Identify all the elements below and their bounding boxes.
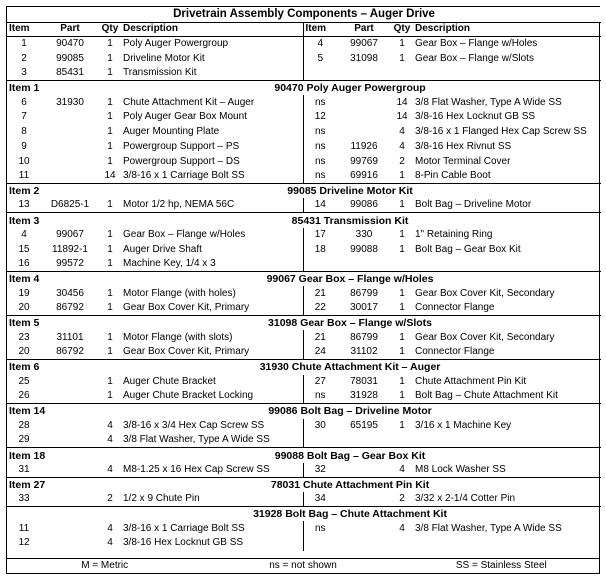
left-description-cell: Motor Flange (with slots) [121, 330, 303, 345]
right-part-cell [337, 125, 391, 140]
table-row [7, 242, 601, 257]
left-item-cell: 11 [18, 522, 30, 534]
header-qty: Qty [99, 22, 121, 37]
left-qty-cell: 1 [107, 199, 113, 211]
right-item-cell: 24 [314, 346, 326, 358]
right-item-cell [303, 257, 337, 272]
right-qty-cell: 1 [399, 419, 405, 431]
right-description-cell: 3/8-16 x 1 Flanged Hex Cap Screw SS [415, 126, 587, 138]
table-row [7, 140, 601, 155]
right-part-cell [337, 463, 391, 478]
right-description-cell: 3/8-16 Hex Locknut GB SS [415, 111, 536, 123]
left-item-cell: 9 [21, 140, 27, 152]
right-item-cell: 12 [314, 111, 326, 123]
table-row [7, 169, 601, 184]
section-item-ref: Item 27 [7, 477, 99, 492]
right-item-cell: ns [314, 390, 326, 402]
section-header-row [7, 272, 601, 287]
right-description-cell: Chute Attachment Pin Kit [415, 375, 527, 387]
right-part-cell: 99088 [350, 243, 378, 255]
left-part-cell: 31930 [56, 96, 84, 108]
left-item-cell: 26 [18, 390, 30, 402]
right-description-cell: Motor Terminal Cover [415, 155, 511, 167]
left-item-cell: 28 [18, 419, 30, 431]
section-item-ref: Item 5 [7, 316, 99, 331]
left-qty-cell: 1 [107, 52, 113, 64]
table-row [7, 257, 601, 272]
section-title: 31930 Chute Attachment Kit – Auger [99, 360, 601, 375]
table-row [7, 110, 601, 125]
right-qty-cell: 1 [399, 287, 405, 299]
left-item-cell: 4 [21, 228, 27, 240]
right-part-cell [337, 492, 391, 507]
right-qty-cell: 4 [399, 522, 405, 534]
left-part-cell [41, 154, 99, 169]
right-qty-cell: 1 [399, 199, 405, 211]
left-qty-cell: 1 [107, 67, 113, 79]
right-item-cell: 4 [317, 38, 324, 50]
left-qty-cell: 2 [107, 493, 113, 505]
left-qty-cell: 1 [107, 258, 113, 270]
right-description-cell: Connector Flange [415, 302, 495, 314]
right-part-cell: 99086 [350, 199, 378, 211]
left-description-cell: Transmission Kit [121, 66, 303, 81]
left-part-cell: 11892-1 [52, 243, 88, 255]
right-description-cell [413, 66, 601, 81]
right-qty-cell: 1 [399, 390, 405, 402]
section-item-ref: Item 3 [7, 213, 99, 228]
section-item-ref: Item 1 [7, 81, 99, 96]
section-header-row [7, 213, 601, 228]
right-description-cell: Gear Box – Flange w/Holes [415, 38, 538, 50]
right-qty-cell: 1 [399, 375, 405, 387]
right-description-cell: Gear Box Cover Kit, Secondary [415, 287, 555, 299]
header-item: Item [7, 22, 41, 37]
section-header-row [7, 184, 601, 199]
table-row [7, 228, 601, 243]
left-item-cell: 8 [21, 126, 27, 138]
right-part-cell: 31098 [350, 52, 378, 64]
left-description-cell: Auger Mounting Plate [121, 125, 303, 140]
right-description-cell: Bolt Bag – Chute Attachment Kit [415, 390, 558, 402]
table-row [7, 95, 601, 110]
right-item-cell: 21 [314, 287, 326, 299]
right-qty-cell: 1 [399, 52, 405, 64]
right-description-cell: Bolt Bag – Gear Box Kit [415, 243, 521, 255]
left-qty-cell: 1 [107, 375, 113, 387]
header-description: Description [413, 22, 601, 37]
table-row [7, 389, 601, 404]
right-part-cell: 86799 [350, 331, 378, 343]
left-qty-cell: 4 [107, 419, 113, 431]
right-qty-cell: 1 [399, 302, 405, 314]
right-qty-cell: 2 [399, 155, 405, 167]
left-part-cell: D6825-1 [50, 199, 90, 211]
right-part-cell: 11926 [350, 140, 378, 152]
table-row [7, 536, 601, 551]
right-description-cell: 3/8-16 Hex Rivnut SS [415, 140, 512, 152]
left-part-cell [41, 169, 99, 184]
section-header-row [7, 404, 601, 419]
right-description-cell: 3/16 x 1 Machine Key [415, 419, 512, 431]
table-row [7, 492, 601, 507]
table-row [7, 345, 601, 360]
right-item-cell: 22 [314, 302, 326, 314]
right-item-cell [303, 433, 337, 448]
left-description-cell: Auger Chute Bracket Locking [121, 389, 303, 404]
left-qty-cell: 1 [107, 302, 113, 314]
right-qty-cell: 1 [399, 38, 405, 50]
left-part-cell [41, 536, 99, 551]
table-row [7, 463, 601, 478]
table-row [7, 125, 601, 140]
right-part-cell [337, 110, 391, 125]
right-qty-cell: 4 [399, 463, 405, 475]
left-description-cell: Poly Auger Gear Box Mount [121, 110, 303, 125]
table-row [7, 154, 601, 169]
section-item-ref: Item 18 [7, 448, 99, 463]
right-description-cell: Gear Box Cover Kit, Secondary [415, 331, 555, 343]
left-description-cell: 3/8-16 Hex Locknut GB SS [121, 536, 303, 551]
left-description-cell: Powergroup Support – DS [121, 154, 303, 169]
left-item-cell: 6 [21, 96, 27, 108]
left-item-cell: 20 [18, 346, 30, 358]
left-item-cell: 20 [18, 302, 30, 314]
header-description: Description [121, 22, 303, 37]
left-qty-cell: 4 [107, 434, 113, 446]
section-header-row [7, 360, 601, 375]
right-part-cell [337, 536, 391, 551]
right-item-cell: 27 [314, 375, 326, 387]
right-qty-cell: 1 [399, 346, 405, 358]
left-item-cell: 3 [21, 67, 27, 79]
left-item-cell: 16 [18, 258, 30, 270]
right-item-cell: ns [314, 169, 326, 181]
left-item-cell: 13 [18, 199, 30, 211]
right-qty-cell: 14 [396, 111, 408, 123]
right-part-cell: 330 [355, 228, 373, 240]
right-item-cell: 32 [314, 463, 326, 475]
header-item: Item [303, 22, 337, 37]
section-title: 31098 Gear Box – Flange w/Slots [99, 316, 601, 331]
section-header-row [7, 81, 601, 96]
right-item-cell: 5 [317, 52, 324, 64]
table-row [7, 301, 601, 316]
right-item-cell [303, 66, 337, 81]
footer-table [7, 558, 599, 573]
left-item-cell: 2 [21, 52, 27, 64]
legend-stainless-steel: SS = Stainless Steel [404, 558, 599, 573]
section-title: 99088 Bolt Bag – Gear Box Kit [99, 448, 601, 463]
right-item-cell: 17 [314, 228, 326, 240]
left-part-cell [41, 419, 99, 434]
left-description-cell: Motor 1/2 hp, NEMA 56C [121, 198, 303, 213]
left-description-cell: Motor Flange (with holes) [121, 286, 303, 301]
header-part: Part [337, 22, 391, 37]
left-qty-cell: 1 [107, 243, 113, 255]
left-description-cell: Driveline Motor Kit [121, 51, 303, 66]
left-description-cell: Gear Box – Flange w/Holes [121, 228, 303, 243]
left-part-cell: 99572 [56, 258, 84, 270]
right-part-cell: 31928 [350, 390, 378, 402]
left-qty-cell: 1 [107, 228, 113, 240]
document-title: Drivetrain Assembly Components – Auger Drive [7, 7, 601, 22]
left-description-cell: Poly Auger Powergroup [121, 37, 303, 52]
right-description-cell: Gear Box – Flange w/Slots [415, 52, 534, 64]
left-qty-cell: 1 [107, 287, 113, 299]
section-item-ref: Item 4 [7, 272, 99, 287]
right-description-cell: 3/8 Flat Washer, Type A Wide SS [415, 522, 562, 534]
right-qty-cell [391, 433, 413, 448]
left-part-cell: 31101 [56, 331, 84, 343]
left-item-cell: 25 [18, 375, 30, 387]
section-item-ref: Item 6 [7, 360, 99, 375]
right-item-cell: 21 [314, 331, 326, 343]
right-qty-cell: 2 [399, 493, 405, 505]
table-row [7, 66, 601, 81]
right-qty-cell: 1 [399, 331, 405, 343]
left-description-cell: Gear Box Cover Kit, Primary [121, 301, 303, 316]
section-title: 78031 Chute Attachment Pin Kit [99, 477, 601, 492]
left-item-cell: 15 [18, 243, 30, 255]
left-qty-cell: 1 [107, 346, 113, 358]
section-title: 90470 Poly Auger Powergroup [99, 81, 601, 96]
left-description-cell: 1/2 x 9 Chute Pin [121, 492, 303, 507]
right-item-cell: 18 [314, 243, 326, 255]
left-qty-cell: 4 [107, 537, 113, 549]
left-item-cell: 23 [18, 331, 30, 343]
left-description-cell: 3/8-16 x 1 Carriage Bolt SS [121, 521, 303, 536]
table-row [7, 521, 601, 536]
table-row [7, 330, 601, 345]
right-item-cell: ns [314, 126, 326, 138]
section-header-row [7, 448, 601, 463]
right-qty-cell [391, 536, 413, 551]
section-item-ref [7, 507, 99, 522]
parts-list-sheet [6, 6, 600, 574]
right-item-cell: 30 [314, 419, 326, 431]
right-description-cell [413, 433, 601, 448]
left-item-cell: 12 [18, 537, 30, 549]
left-qty-cell: 1 [107, 155, 113, 167]
right-description-cell: M8 Lock Washer SS [415, 463, 506, 475]
left-part-cell [41, 389, 99, 404]
right-description-cell: 1" Retaining Ring [415, 228, 493, 240]
left-item-cell: 33 [18, 493, 30, 505]
left-part-cell [41, 125, 99, 140]
left-part-cell [41, 375, 99, 390]
right-qty-cell: 1 [399, 243, 405, 255]
left-qty-cell: 1 [107, 96, 113, 108]
left-item-cell: 1 [21, 38, 27, 50]
right-item-cell: ns [314, 96, 326, 108]
parts-table [7, 7, 601, 551]
left-description-cell: Auger Drive Shaft [121, 242, 303, 257]
legend-metric: M = Metric [7, 558, 202, 573]
left-part-cell [41, 433, 99, 448]
right-description-cell [413, 536, 601, 551]
right-part-cell [337, 433, 391, 448]
section-item-ref: Item 14 [7, 404, 99, 419]
right-qty-cell: 4 [399, 126, 405, 138]
table-row [7, 286, 601, 301]
left-qty-cell: 1 [107, 111, 113, 123]
left-item-cell: 11 [18, 169, 30, 181]
header-qty: Qty [391, 22, 413, 37]
section-title: 99085 Driveline Motor Kit [99, 184, 601, 199]
right-qty-cell: 4 [399, 140, 405, 152]
left-part-cell [41, 110, 99, 125]
right-part-cell: 65195 [350, 419, 378, 431]
section-title: 31928 Bolt Bag – Chute Attachment Kit [99, 507, 601, 522]
right-qty-cell: 14 [396, 96, 408, 108]
right-part-cell: 86799 [350, 287, 378, 299]
right-qty-cell: 1 [399, 228, 405, 240]
right-part-cell [337, 521, 391, 536]
left-description-cell: M8-1.25 x 16 Hex Cap Screw SS [121, 463, 303, 478]
table-row [7, 433, 601, 448]
right-item-cell: ns [314, 522, 326, 534]
section-item-ref: Item 2 [7, 184, 99, 199]
right-item-cell: 14 [314, 199, 326, 211]
title-row [7, 7, 601, 22]
table-row [7, 51, 601, 66]
section-header-row [7, 316, 601, 331]
right-part-cell [337, 95, 391, 110]
left-part-cell: 90470 [56, 38, 84, 50]
section-header-row [7, 507, 601, 522]
table-row [7, 198, 601, 213]
left-description-cell: 3/8-16 x 3/4 Hex Cap Screw SS [121, 419, 303, 434]
left-qty-cell: 1 [107, 140, 113, 152]
right-item-cell [303, 536, 337, 551]
left-part-cell: 86792 [56, 302, 84, 314]
right-part-cell: 99769 [350, 155, 378, 167]
right-part-cell: 99067 [350, 38, 378, 50]
section-title: 85431 Transmission Kit [99, 213, 601, 228]
left-part-cell: 85431 [56, 67, 84, 79]
right-part-cell: 78031 [350, 375, 378, 387]
right-part-cell [337, 66, 391, 81]
right-item-cell: ns [314, 140, 326, 152]
section-title: 99086 Bolt Bag – Driveline Motor [99, 404, 601, 419]
left-description-cell: 3/8 Flat Washer, Type A Wide SS [121, 433, 303, 448]
left-qty-cell: 4 [107, 522, 113, 534]
right-part-cell: 31102 [350, 346, 378, 358]
left-description-cell: 3/8-16 x 1 Carriage Bolt SS [121, 169, 303, 184]
left-description-cell: Chute Attachment Kit – Auger [121, 95, 303, 110]
right-item-cell: ns [314, 155, 326, 167]
left-part-cell [41, 140, 99, 155]
left-qty-cell: 1 [107, 331, 113, 343]
section-title: 99067 Gear Box – Flange w/Holes [99, 272, 601, 287]
right-qty-cell: 1 [399, 169, 405, 181]
left-part-cell: 99067 [56, 228, 84, 240]
left-part-cell [41, 492, 99, 507]
right-description-cell [413, 257, 601, 272]
right-description-cell: 8-Pin Cable Boot [415, 169, 491, 181]
right-item-cell: 34 [314, 493, 326, 505]
table-row [7, 37, 601, 52]
right-description-cell: 3/32 x 2-1/4 Cotter Pin [415, 493, 516, 505]
right-description-cell: 3/8 Flat Washer, Type A Wide SS [415, 96, 562, 108]
left-part-cell [41, 521, 99, 536]
left-qty-cell: 1 [107, 126, 113, 138]
left-item-cell: 19 [18, 287, 30, 299]
left-qty-cell: 4 [107, 463, 113, 475]
left-description-cell: Powergroup Support – PS [121, 140, 303, 155]
header-part: Part [41, 22, 99, 37]
left-qty-cell: 1 [107, 390, 113, 402]
right-part-cell: 30017 [350, 302, 378, 314]
left-part-cell: 99085 [56, 52, 84, 64]
left-item-cell: 29 [18, 434, 30, 446]
left-description-cell: Gear Box Cover Kit, Primary [121, 345, 303, 360]
left-item-cell: 7 [21, 111, 27, 123]
right-qty-cell [391, 257, 413, 272]
left-part-cell [41, 463, 99, 478]
column-header-row [7, 22, 601, 37]
left-item-cell: 10 [18, 155, 30, 167]
left-item-cell: 31 [18, 463, 30, 475]
table-row [7, 375, 601, 390]
right-part-cell: 69916 [350, 169, 378, 181]
left-part-cell: 30456 [56, 287, 84, 299]
left-part-cell: 86792 [56, 346, 84, 358]
left-description-cell: Auger Chute Bracket [121, 375, 303, 390]
left-qty-cell: 14 [104, 169, 116, 181]
legend-row [7, 558, 599, 573]
right-qty-cell [391, 66, 413, 81]
right-part-cell [337, 257, 391, 272]
section-header-row [7, 477, 601, 492]
right-description-cell: Bolt Bag – Driveline Motor [415, 199, 532, 211]
left-description-cell: Machine Key, 1/4 x 3 [121, 257, 303, 272]
legend-not-shown: ns = not shown [202, 558, 403, 573]
right-description-cell: Connector Flange [415, 346, 495, 358]
left-qty-cell: 1 [107, 38, 113, 50]
table-row [7, 419, 601, 434]
